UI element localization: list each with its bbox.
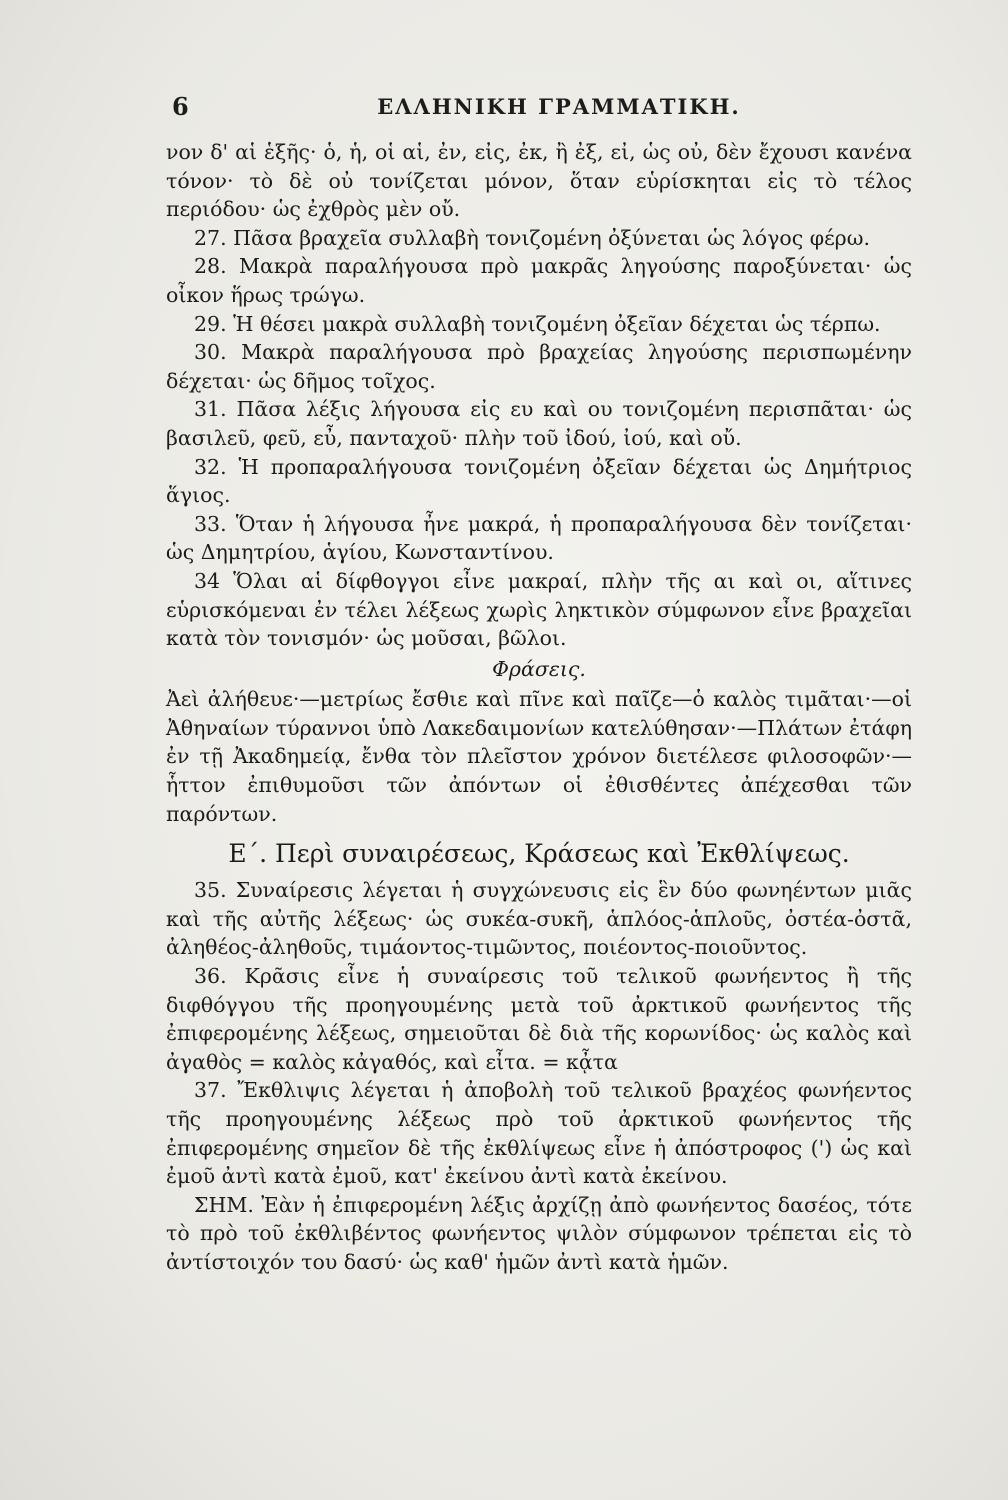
section-heading: Ε΄. Περὶ συναιρέσεως, Κράσεως καὶ Ἐκθλίψεως. (228, 839, 850, 869)
paragraph-32: 32. Ἡ προπαραλήγουσα τονιζομένη ὀξεῖαν δέχεται ὡς Δημήτριος ἅγιος. (166, 454, 912, 508)
paragraph-30: 30. Μακρὰ παραλήγουσα πρὸ βραχείας ληγούσης περισπωμένην δέχεται· ὡς δῆμος τοῖχος. (166, 340, 912, 393)
paragraph-27: 27. Πᾶσα βραχεῖα συλλαβὴ τονιζομένη ὀξύνεται ὡς λόγος φέρω. (194, 225, 870, 250)
paragraph-continuation: νον δ' αἱ ἑξῆς· ὁ, ἡ, οἱ αἱ, ἐν, εἰς, ἐκ, ἢ ἐξ, εἰ, ὡς οὐ, δὲν ἔχουσι κανένα τόνον· τὸ δὲ οὐ τονίζεται μόνον, ὅταν εὑρίσκηται εἰς τὸ τέλος περιόδου· ὡς ἐχθρὸς μὲν οὔ. (166, 140, 912, 222)
paragraph-28: 28. Μακρὰ παραλήγουσα πρὸ μακρᾶς ληγούσης παροξύνεται· ὡς οἶκον ἥρως τρώγω. (166, 254, 912, 307)
paragraph-33: 33. Ὅταν ἡ λήγουσα ἦνε μακρά, ἡ προπαραλήγουσα δὲν τονίζεται· ὡς Δημητρίου, ἁγίου, Κωνσταντίνου. (166, 511, 912, 565)
running-title: ΕΛΛΗΝΙΚΗ ΓΡΑΜΜΑΤΙΚΗ. (377, 94, 741, 119)
paragraph-34: 34 Ὅλαι αἱ δίφθογγοι εἶνε μακραί, πλὴν τῆς αι καὶ οι, αἵτινες εὑρισκόμεναι ἐν τέλει λέξεως χωρὶς ληκτικὸν σύμφωνον εἶνε βραχεῖαι κατὰ τὸν τονισμόν· ὡς μοῦσαι, βῶλοι. (166, 568, 912, 651)
paragraph-35: 35. Συναίρεσις λέγεται ἡ συγχώνευσις εἰς ἓν δύο φωνηέντων μιᾶς καὶ τῆς αὐτῆς λέξεως· ὡς συκέα-συκῆ, ἁπλόος-ἁπλοῦς, ὀστέα-ὀστᾶ, ἀληθέος-ἀληθοῦς, τιμάοντος-τιμῶντος, ποιέοντος-ποιοῦντος. (166, 878, 912, 960)
note-paragraph: ΣΗΜ. Ἐὰν ἡ ἐπιφερομένη λέξις ἀρχίζῃ ἀπὸ φωνήεντος δασέος, τότε τὸ πρὸ τοῦ ἐκθλιβέντος φωνήεντος ψιλὸν σύμφωνον τρέπεται εἰς τὸ ἀντίστοιχόν του δασύ· ὡς καθ' ἡμῶν ἀντὶ κατὰ ἡμῶν. (166, 1192, 912, 1274)
page-header (166, 92, 912, 138)
paragraph-36: 36. Κρᾶσις εἶνε ἡ συναίρεσις τοῦ τελικοῦ φωνήεντος ἢ τῆς διφθόγγου τῆς προηγουμένης μετὰ τοῦ ἀρκτικοῦ φωνήεντος τῆς ἐπιφερομένης λέξεως, σημειοῦται δὲ διὰ τῆς κορωνίδος· ὡς καλὸς καὶ ἀγαθὸς = καλὸς κἀγαθός, καὶ εἶτα. = κᾆτα (166, 964, 912, 1074)
page-body (166, 138, 912, 1277)
paragraph-31: 31. Πᾶσα λέξις λήγουσα εἰς ευ καὶ ου τονιζομένη περισπᾶται· ὡς βασιλεῦ, φεῦ, εὖ, πανταχοῦ· πλὴν τοῦ ἰδού, ἰού, καὶ οὔ. (166, 397, 912, 450)
page-number: 6 (172, 92, 189, 121)
phrases-text: Ἀεὶ ἀλήθευε·—μετρίως ἔσθιε καὶ πῖνε καὶ παῖζε—ὁ καλὸς τιμᾶται·—οἱ Ἀθηναίων τύραννοι ὑπὸ Λακεδαιμονίων κατελύθησαν·—Πλάτων ἐτάφη ἐν τῇ Ἀκαδημείᾳ, ἔνθα τὸν πλεῖστον χρόνον διετέλεσε φιλοσοφῶν·— ἧττον ἐπιθυμοῦσι τῶν ἀπόντων οἱ ἐθισθέντες ἀπέχεσθαι τῶν παρόντων. (166, 687, 912, 826)
paragraph-29: 29. Ἡ θέσει μακρὰ συλλαβὴ τονιζομένη ὀξεῖαν δέχεται ὡς τέρπω. (194, 311, 881, 336)
paragraph-37: 37. Ἔκθλιψις λέγεται ἡ ἀποβολὴ τοῦ τελικοῦ βραχέος φωνήεντος τῆς προηγουμένης λέξεως πρὸ τοῦ ἀρκτικοῦ φωνήεντος τῆς ἐπιφερομένης σημεῖον δὲ τῆς ἐκθλίψεως εἶνε ἡ ἀπόστροφος (') ὡς καὶ ἐμοῦ ἀντὶ κατὰ ἐμοῦ, κατ' ἐκείνου ἀντὶ κατὰ ἐκείνου. (166, 1078, 912, 1189)
phrases-heading: Φράσεις. (492, 656, 586, 681)
